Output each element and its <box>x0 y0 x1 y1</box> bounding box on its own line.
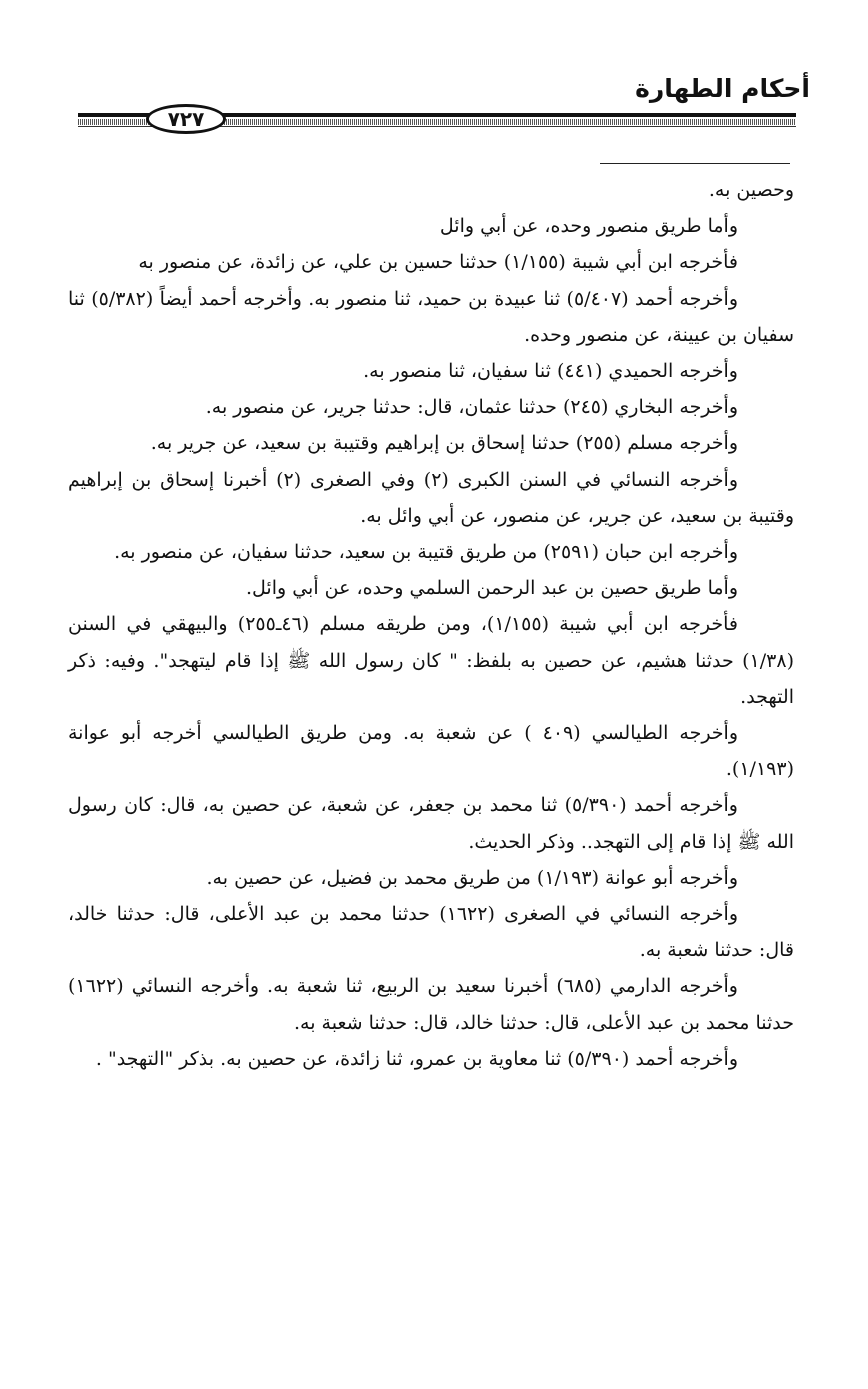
paragraph: وأخرجه مسلم (٢٥٥) حدثنا إسحاق بن إبراهيم وقتيبة بن سعيد، عن جرير به. <box>150 432 738 455</box>
page-number-badge: ٧٢٧ <box>146 104 226 134</box>
paragraph: فأخرجه ابن أبي شيبة (١/١٥٥) حدثنا حسين بن علي، عن زائدة، عن منصور به <box>138 251 738 274</box>
footnote-body <box>68 172 794 1077</box>
paragraph: وأخرجه أحمد (٥/٣٩٠) ثنا محمد بن جعفر، عن شعبة، عن حصين به، قال: كان رسول الله ﷺ إذا قام إلى التهجد.. وذكر الحديث. <box>68 794 794 853</box>
header-rule <box>78 104 796 130</box>
paragraph: فأخرجه ابن أبي شيبة (١/١٥٥)، ومن طريقه مسلم (٤٦ـ٢٥٥) والبيهقي في السنن (١/٣٨) حدثنا هشيم، عن حصين به بلفظ: " كان رسول الله ﷺ إذا قام ليتهجد". وفيه: ذكر التهجد. <box>68 613 794 708</box>
paragraph: وأخرجه النسائي في الصغرى (١٦٢٢) حدثنا محمد بن عبد الأعلى، قال: حدثنا خالد، قال: حدثنا شعبة به. <box>68 903 794 962</box>
paragraph: وأخرجه أبو عوانة (١/١٩٣) من طريق محمد بن فضيل، عن حصين به. <box>206 866 738 889</box>
paragraph: وأخرجه الطيالسي (٤٠٩ ) عن شعبة به. ومن طريق الطيالسي أخرجه أبو عوانة (١/١٩٣). <box>68 722 794 781</box>
paragraph: وأخرجه البخاري (٢٤٥) حدثنا عثمان، قال: حدثنا جرير، عن منصور به. <box>205 396 738 419</box>
paragraph: وأما طريق منصور وحده، عن أبي وائل <box>439 215 738 238</box>
paragraph: وحصين به. <box>708 179 794 201</box>
footnote-separator-rule <box>600 163 790 164</box>
running-header-title: أحكام الطهارة <box>635 74 810 103</box>
paragraph: وأخرجه أحمد (٥/٣٩٠) ثنا معاوية بن عمرو، ثنا زائدة، عن حصين به. بذكر "التهجد" . <box>95 1047 738 1070</box>
paragraph: وأما طريق حصين بن عبد الرحمن السلمي وحده، عن أبي وائل. <box>246 577 738 600</box>
paragraph: وأخرجه أحمد (٥/٤٠٧) ثنا عبيدة بن حميد، ثنا منصور به. وأخرجه أحمد أيضاً (٥/٣٨٢) ثنا سفيان بن عيينة، عن منصور وحده. <box>68 287 794 346</box>
paragraph: وأخرجه الحميدي (٤٤١) ثنا سفيان، ثنا منصور به. <box>363 360 738 383</box>
paragraph: وأخرجه ابن حبان (٢٥٩١) من طريق قتيبة بن سعيد، حدثنا سفيان، عن منصور به. <box>114 541 738 564</box>
paragraph: وأخرجه النسائي في السنن الكبرى (٢) وفي الصغرى (٢) أخبرنا إسحاق بن إبراهيم وقتيبة بن سعيد، عن جرير، عن منصور، عن أبي وائل به. <box>68 468 794 527</box>
paragraph: وأخرجه الدارمي (٦٨٥) أخبرنا سعيد بن الربيع، ثنا شعبة به. وأخرجه النسائي (١٦٢٢) حدثنا محمد بن عبد الأعلى، قال: حدثنا خالد، قال: حدثنا شعبة به. <box>68 975 794 1034</box>
